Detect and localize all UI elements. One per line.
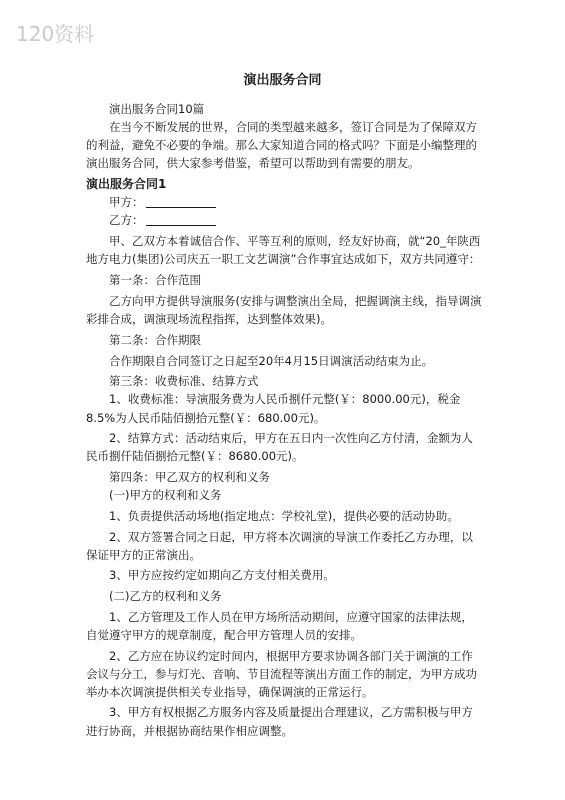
party-b-item-3: 3、甲方有权根据乙方服务内容及质量提出合理建议，乙方需积极与甲方进行协商，并根据协商结果作相应调整。 [86,705,473,738]
party-b-line [86,211,484,229]
party-a-item-1: 1、负责提供活动场地(指定地点：学校礼堂)，提供必要的活动协助。 [109,508,459,523]
page-title: 演出服务合同 [243,73,322,88]
article-1-heading: 第一条：合作范围 [109,272,201,287]
article-1-text: 乙方向甲方提供导演服务(安排与调整演出全局，把握调演主线，指导调演彩排合成，调演现场流程指挥，达到整体效果)。 [86,293,482,327]
party-a-line [86,193,484,211]
article-2-heading: 第二条：合作期限 [109,332,201,347]
party-b-rights-heading: (二)乙方的权利和义务 [109,588,222,603]
document-body [86,100,484,742]
article-4-heading: 第四条：甲乙双方的权利和义务 [109,469,270,484]
article-3-item-2: 2、结算方式：活动结束后，甲方在五日内一次性向乙方付清，金额为人民币捌仟陆佰捌拾元整(￥：8680.00元)。 [86,431,473,464]
article-3-item-1: 1、收费标准：导演服务费为人民币捌仟元整(￥：8000.00元)，税金8.5%为人民币陆佰捌拾元整(￥：680.00元)。 [86,392,461,425]
party-a-rights-heading: (一)甲方的权利和义务 [109,487,222,502]
preamble-paragraph: 甲、乙双方本着诚信合作、平等互利的原则，经友好协商，就“20_年陕西地方电力(集团)公司庆五一职工文艺调演”合作事宜达成如下，双方共同遵守： [86,234,481,267]
party-b-item-2: 2、乙方应在协议约定时间内，根据甲方要求协调各部门关于调演的工作会议与分工，参与灯光、音响、节目流程等演出方面工作的制定，为甲方成功举办本次调演提供相关专业指导，确保调演的正常运行。 [86,648,477,699]
intro-paragraph: 在当今不断发展的世界，合同的类型越来越多，签订合同是为了保障双方的利益，避免不必要的争端。那么大家知道合同的格式吗？下面是小编整理的演出服务合同，供大家参考借鉴，希望可以帮助到有需要的朋友。 [86,120,477,171]
party-a-item-2: 2、双方签署合同之日起，甲方将本次调演的导演工作委托乙方办理，以保证甲方的正常演出。 [86,529,473,562]
party-b-blank [146,213,216,226]
article-3-heading: 第三条：收费标准、结算方式 [109,374,259,389]
watermark: 120资料 [16,22,95,46]
party-a-label: 甲方： [109,194,144,209]
party-a-blank [146,195,216,208]
article-2-text: 合作期限自合同签订之日起至20年4月15日调演活动结束为止。 [109,353,434,368]
party-b-label: 乙方： [109,213,144,228]
section-heading: 演出服务合同1 [86,176,167,191]
party-a-item-3: 3、甲方应按约定如期向乙方支付相关费用。 [109,568,335,583]
party-b-item-1: 1、乙方管理及工作人员在甲方场所活动期间，应遵守国家的法律法规，自觉遵守甲方的规章制度，配合甲方管理人员的安排。 [86,609,473,643]
intro-title: 演出服务合同10篇 [109,102,205,116]
